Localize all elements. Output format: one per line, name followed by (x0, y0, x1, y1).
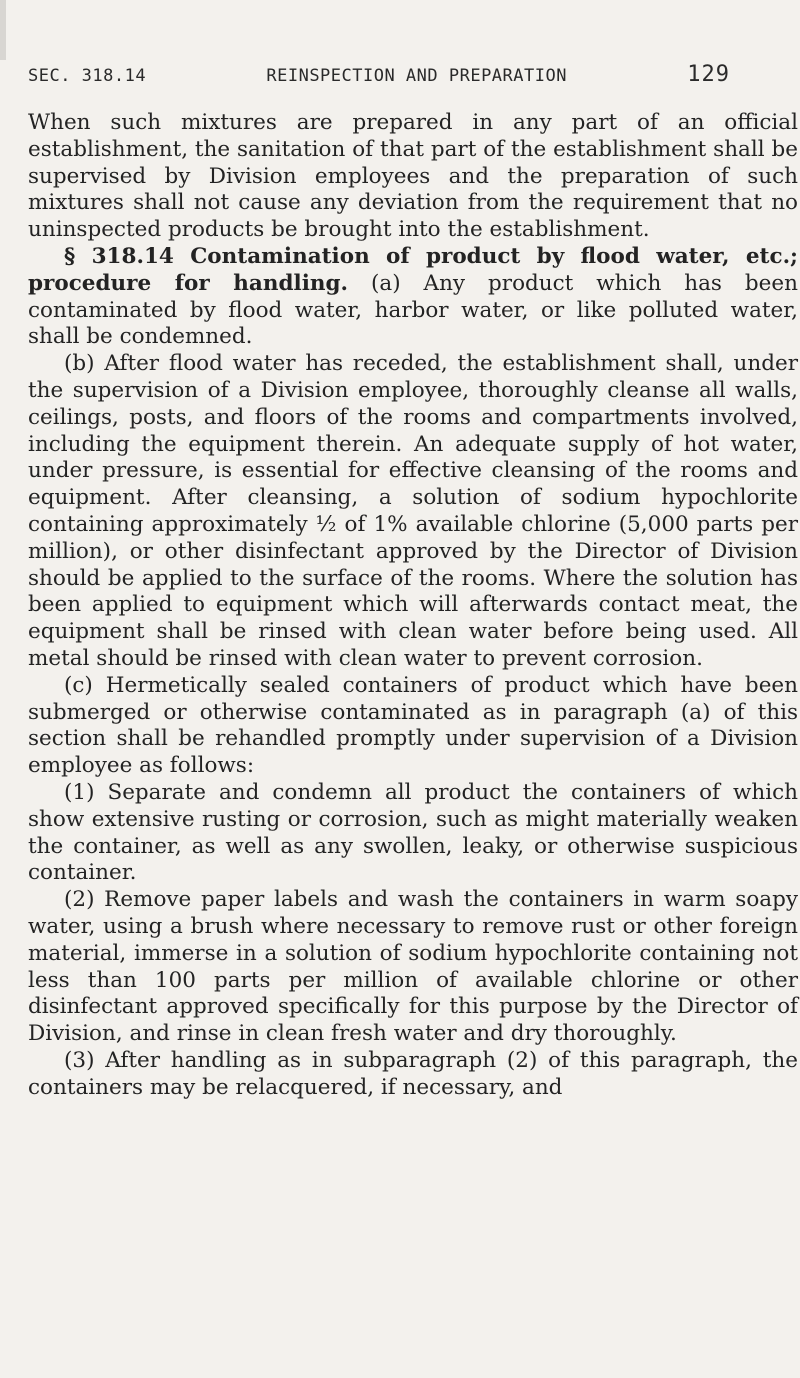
paragraph-c: (c) Hermetically sealed containers of product which have been submerged or otherwise contaminated as in paragraph (a) of this section shall be rehandled promptly under supervision of a Division employee as follows: (28, 672, 798, 779)
section-heading: § 318.14 Contamination of product by flood water, etc.; procedure for handling. (28, 243, 798, 296)
running-head (28, 62, 730, 87)
subparagraph-1: (1) Separate and condemn all product the containers of which show extensive rusting or corrosion, such as might materially weaken the container, as well as any swollen, leaky, or otherwise suspicious container. (28, 779, 798, 886)
page-number: 129 (687, 62, 730, 87)
section-number: SEC. 318.14 (28, 66, 147, 86)
subparagraph-3: (3) After handling as in subparagraph (2) of this paragraph, the containers may be relacquered, if necessary, and (28, 1047, 798, 1100)
paragraph-b: (b) After flood water has receded, the establishment shall, under the supervision of a Division employee, thoroughly cleanse all walls, ceilings, posts, and floors of the rooms and compartments involved, including the equipment therein. An adequate supply of hot water, under pressure, is essential for effective cleansing of the rooms and equipment. After cleansing, a solution of sodium hypochlorite containing approximately ½ of 1% available chlorine (5,000 parts per million), or other disinfectant approved by the Director of Division should be applied to the surface of the rooms. Where the solution has been applied to equipment which will afterwards contact meat, the equipment shall be rinsed with clean water before being used. All metal should be rinsed with clean water to prevent corrosion. (28, 351, 798, 671)
page-body (28, 110, 798, 1101)
section-paragraph (28, 244, 798, 351)
scan-edge (0, 0, 6, 60)
subparagraph-2: (2) Remove paper labels and wash the containers in warm soapy water, using a brush where necessary to remove rust or other foreign material, immerse in a solution of sodium hypochlorite containing not less than 100 parts per million of available chlorine or other disinfectant approved specifically for this purpose by the Director of Division, and rinse in clean fresh water and dry thoroughly. (28, 887, 798, 1047)
paragraph-a: (a) Any product which has been contaminated by flood water, harbor water, or like polluted water, shall be condemned. (28, 270, 798, 350)
continuation-paragraph: When such mixtures are prepared in any part of an official establishment, the sanitation of that part of the establishment shall be supervised by Division employees and the preparation of such mixtures shall not cause any deviation from the requirement that no uninspected products be brought into the establishment. (28, 110, 798, 243)
running-title: REINSPECTION AND PREPARATION (266, 66, 567, 86)
